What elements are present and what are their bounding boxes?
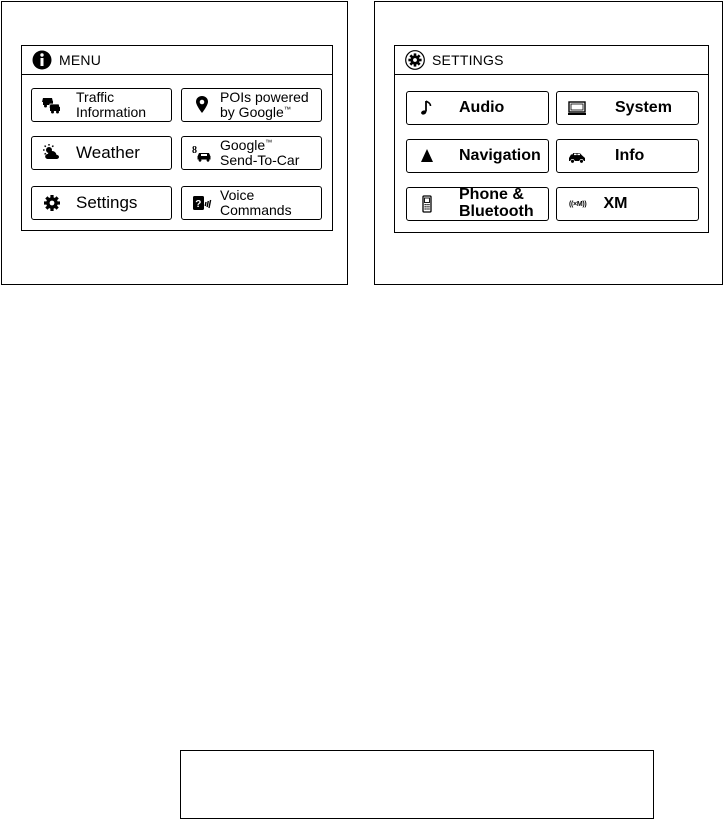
info-button[interactable] xyxy=(556,139,699,173)
navigation-arrow-icon xyxy=(417,146,437,166)
svg-text:8: 8 xyxy=(192,145,197,156)
gear-icon xyxy=(405,50,425,70)
traffic-cars-icon xyxy=(42,95,62,115)
xm-label: XM xyxy=(603,194,628,212)
caption-box xyxy=(180,750,654,819)
pois-line1: POIs powered xyxy=(220,89,309,106)
settings-label: Settings xyxy=(76,193,138,213)
phone-and-bluetooth-button[interactable] xyxy=(406,187,549,221)
trademark-mark: ™ xyxy=(265,139,273,147)
phone-line2: Bluetooth xyxy=(459,203,534,220)
voice-line1: Voice xyxy=(220,187,255,204)
trademark-mark: ™ xyxy=(283,106,291,114)
weather-sun-cloud-icon xyxy=(42,143,62,163)
voice-commands-label xyxy=(220,188,292,217)
phone-bluetooth-label xyxy=(459,187,534,221)
weather-button[interactable] xyxy=(31,136,172,170)
settings-screen xyxy=(394,45,709,233)
voice-command-icon xyxy=(192,193,212,213)
traffic-information-label xyxy=(76,90,146,119)
info-circle-icon xyxy=(32,50,52,70)
svg-text:?: ? xyxy=(195,199,202,210)
voice-line2: Commands xyxy=(220,202,292,218)
settings-title-bar xyxy=(395,46,708,75)
send-to-car-icon xyxy=(192,143,212,163)
traffic-line1: Traffic xyxy=(76,89,115,106)
settings-figure-frame xyxy=(374,1,723,285)
settings-button[interactable] xyxy=(31,186,172,220)
voice-commands-button[interactable] xyxy=(181,186,322,220)
traffic-line2: Information xyxy=(76,104,147,120)
weather-label: Weather xyxy=(76,143,140,163)
monitor-icon xyxy=(567,98,587,118)
system-label: System xyxy=(615,98,672,116)
google-line2: Send-To-Car xyxy=(220,152,300,168)
mobile-phone-icon xyxy=(417,194,437,214)
gear-icon xyxy=(42,193,62,213)
pois-label xyxy=(220,90,309,119)
car-info-icon xyxy=(567,146,587,166)
menu-screen xyxy=(21,45,333,231)
google-line1: Google xyxy=(220,137,266,154)
settings-title: SETTINGS xyxy=(432,52,504,68)
xm-radio-icon: ((×M)) xyxy=(569,200,587,208)
menu-title: MENU xyxy=(59,52,102,68)
xm-button[interactable] xyxy=(556,187,699,221)
menu-title-bar xyxy=(22,46,332,75)
navigation-button[interactable] xyxy=(406,139,549,173)
system-button[interactable] xyxy=(556,91,699,125)
navigation-label: Navigation xyxy=(459,146,541,164)
google-send-to-car-label xyxy=(220,138,299,167)
traffic-information-button[interactable] xyxy=(31,88,172,122)
audio-button[interactable] xyxy=(406,91,549,125)
google-send-to-car-button[interactable] xyxy=(181,136,322,170)
audio-label: Audio xyxy=(459,98,505,116)
menu-figure-frame xyxy=(1,1,348,285)
pois-line2: by Google xyxy=(220,104,284,120)
music-note-icon xyxy=(417,98,437,118)
pois-powered-by-google-button[interactable] xyxy=(181,88,322,122)
phone-line1: Phone & xyxy=(459,186,524,204)
map-pin-icon xyxy=(192,95,212,115)
info-label: Info xyxy=(615,146,645,164)
